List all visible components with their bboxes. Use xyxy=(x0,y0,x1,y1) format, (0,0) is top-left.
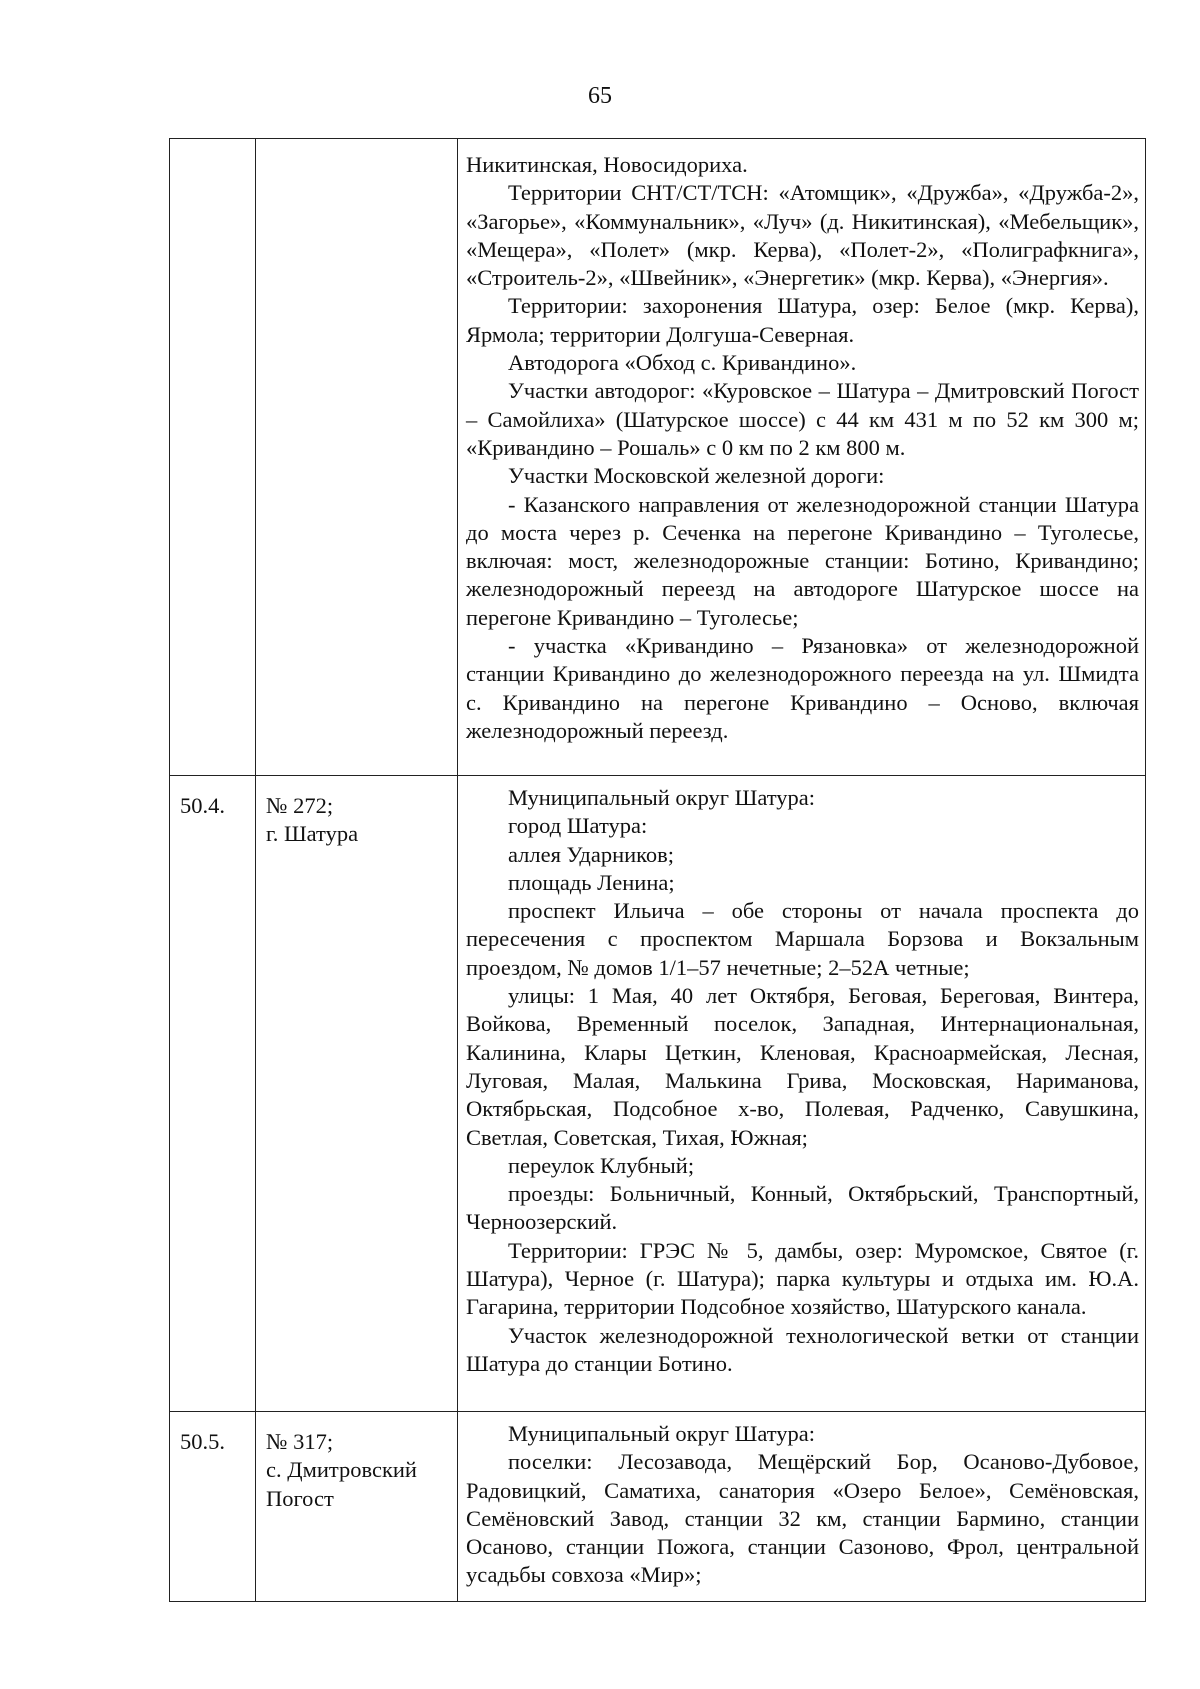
paragraph: поселки: Лесозавода, Мещёрский Бор, Осаново-Дубовое, Радовицкий, Саматиха, санатория «Озеро Белое», Семёновская, Семёновский Завод, станции 32 км, станции Бармино, станции Осаново, станции Пожога, станции Сазоново, Фрол, центральной усадьбы совхоза «Мир»; xyxy=(466,1449,1139,1588)
paragraph: улицы: 1 Мая, 40 лет Октября, Беговая, Береговая, Винтера, Войкова, Временный поселок, Западная, Интернациональная, Калинина, Клары Цеткин, Кленовая, Красноармейская, Лесная, Луговая, Малая, Малькина Грива, Московская, Нариманова, Октябрьская, Подсобное х-во, Полевая, Радченко, Савушкина, Светлая, Советская, Тихая, Южная; xyxy=(466,983,1139,1150)
table-row xyxy=(170,139,1146,776)
paragraph: проезды: Больничный, Конный, Октябрьский, Транспортный, Черноозерский. xyxy=(466,1181,1139,1235)
table-row xyxy=(170,1412,1146,1602)
territory-description-cell xyxy=(458,139,1146,776)
paragraph: Участок железнодорожной технологической ветки от станции Шатура до станции Ботино. xyxy=(466,1322,1139,1376)
paragraph: Территории СНТ/СТ/ТСН: «Атомщик», «Дружба», «Дружба-2», «Загорье», «Коммунальник», «Луч» (д. Никитинская), «Мебельщик», «Мещера», «Полет» (мкр. Керва), «Полет-2», «Полиграфкнига», «Строитель-2», «Швейник», «Энергетик» (мкр. Керва), «Энергия». xyxy=(466,180,1139,291)
district-center: Погост xyxy=(266,1485,334,1511)
district-cell xyxy=(256,776,458,1412)
page-number: 65 xyxy=(588,83,612,109)
paragraph: Территории: захоронения Шатура, озер: Белое (мкр. Керва), Ярмола; территории Долгуша-Северная. xyxy=(466,293,1139,347)
paragraph: Никитинская, Новосидориха. xyxy=(466,152,748,177)
district-number: № 317; xyxy=(266,1429,334,1454)
paragraph: аллея Ударников; xyxy=(508,841,675,867)
districts-table xyxy=(169,138,1146,1602)
paragraph: - участка «Кривандино – Рязановка» от железнодорожной станции Кривандино до железнодорожного переезда на ул. Шмидта с. Кривандино на перегоне Кривандино – Осново, включая железнодорожный переезд. xyxy=(466,633,1139,743)
district-number: № 272; xyxy=(266,793,334,818)
table-row xyxy=(170,776,1146,1412)
paragraph: Муниципальный округ Шатура: xyxy=(508,1421,816,1446)
paragraph: - Казанского направления от железнодорожной станции Шатура до моста через р. Сеченка на перегоне Кривандино – Туголесье, включая: мост, железнодорожные станции: Ботино, Кривандино; железнодорожный переезд на автодороге Шатурское шоссе на перегоне Кривандино – Туголесье; xyxy=(466,491,1139,630)
territory-description-cell xyxy=(458,1412,1146,1602)
paragraph: площадь Ленина; xyxy=(508,869,675,895)
paragraph: переулок Клубный; xyxy=(508,1152,695,1178)
paragraph: город Шатура: xyxy=(508,813,648,839)
district-center: с. Дмитровский xyxy=(266,1457,417,1483)
row-number-cell xyxy=(170,139,256,776)
paragraph: Автодорога «Обход с. Кривандино». xyxy=(508,350,857,376)
paragraph: Муниципальный округ Шатура: xyxy=(508,785,816,810)
row-number-cell: 50.4. xyxy=(170,776,256,1412)
district-cell xyxy=(256,1412,458,1602)
paragraph: Территории: ГРЭС № 5, дамбы, озер: Муромское, Святое (г. Шатура), Черное (г. Шатура); парка культуры и отдыха им. Ю.А. Гагарина, территории Подсобное хозяйство, Шатурского канала. xyxy=(466,1237,1139,1320)
district-center: г. Шатура xyxy=(266,821,359,847)
district-cell xyxy=(256,139,458,776)
paragraph: проспект Ильича – обе стороны от начала проспекта до пересечения с проспектом Маршала Борзова и Вокзальным проездом, № домов 1/1–57 нечетные; 2–52А четные; xyxy=(466,898,1139,980)
paragraph: Участки автодорог: «Куровское – Шатура – Дмитровский Погост – Самойлиха» (Шатурское шоссе) с 44 км 431 м по 52 км 300 м; «Кривандино – Рошаль» с 0 км по 2 км 800 м. xyxy=(466,378,1139,460)
territory-description-cell xyxy=(458,776,1146,1412)
paragraph: Участки Московской железной дороги: xyxy=(508,463,885,489)
row-number-cell: 50.5. xyxy=(170,1412,256,1602)
